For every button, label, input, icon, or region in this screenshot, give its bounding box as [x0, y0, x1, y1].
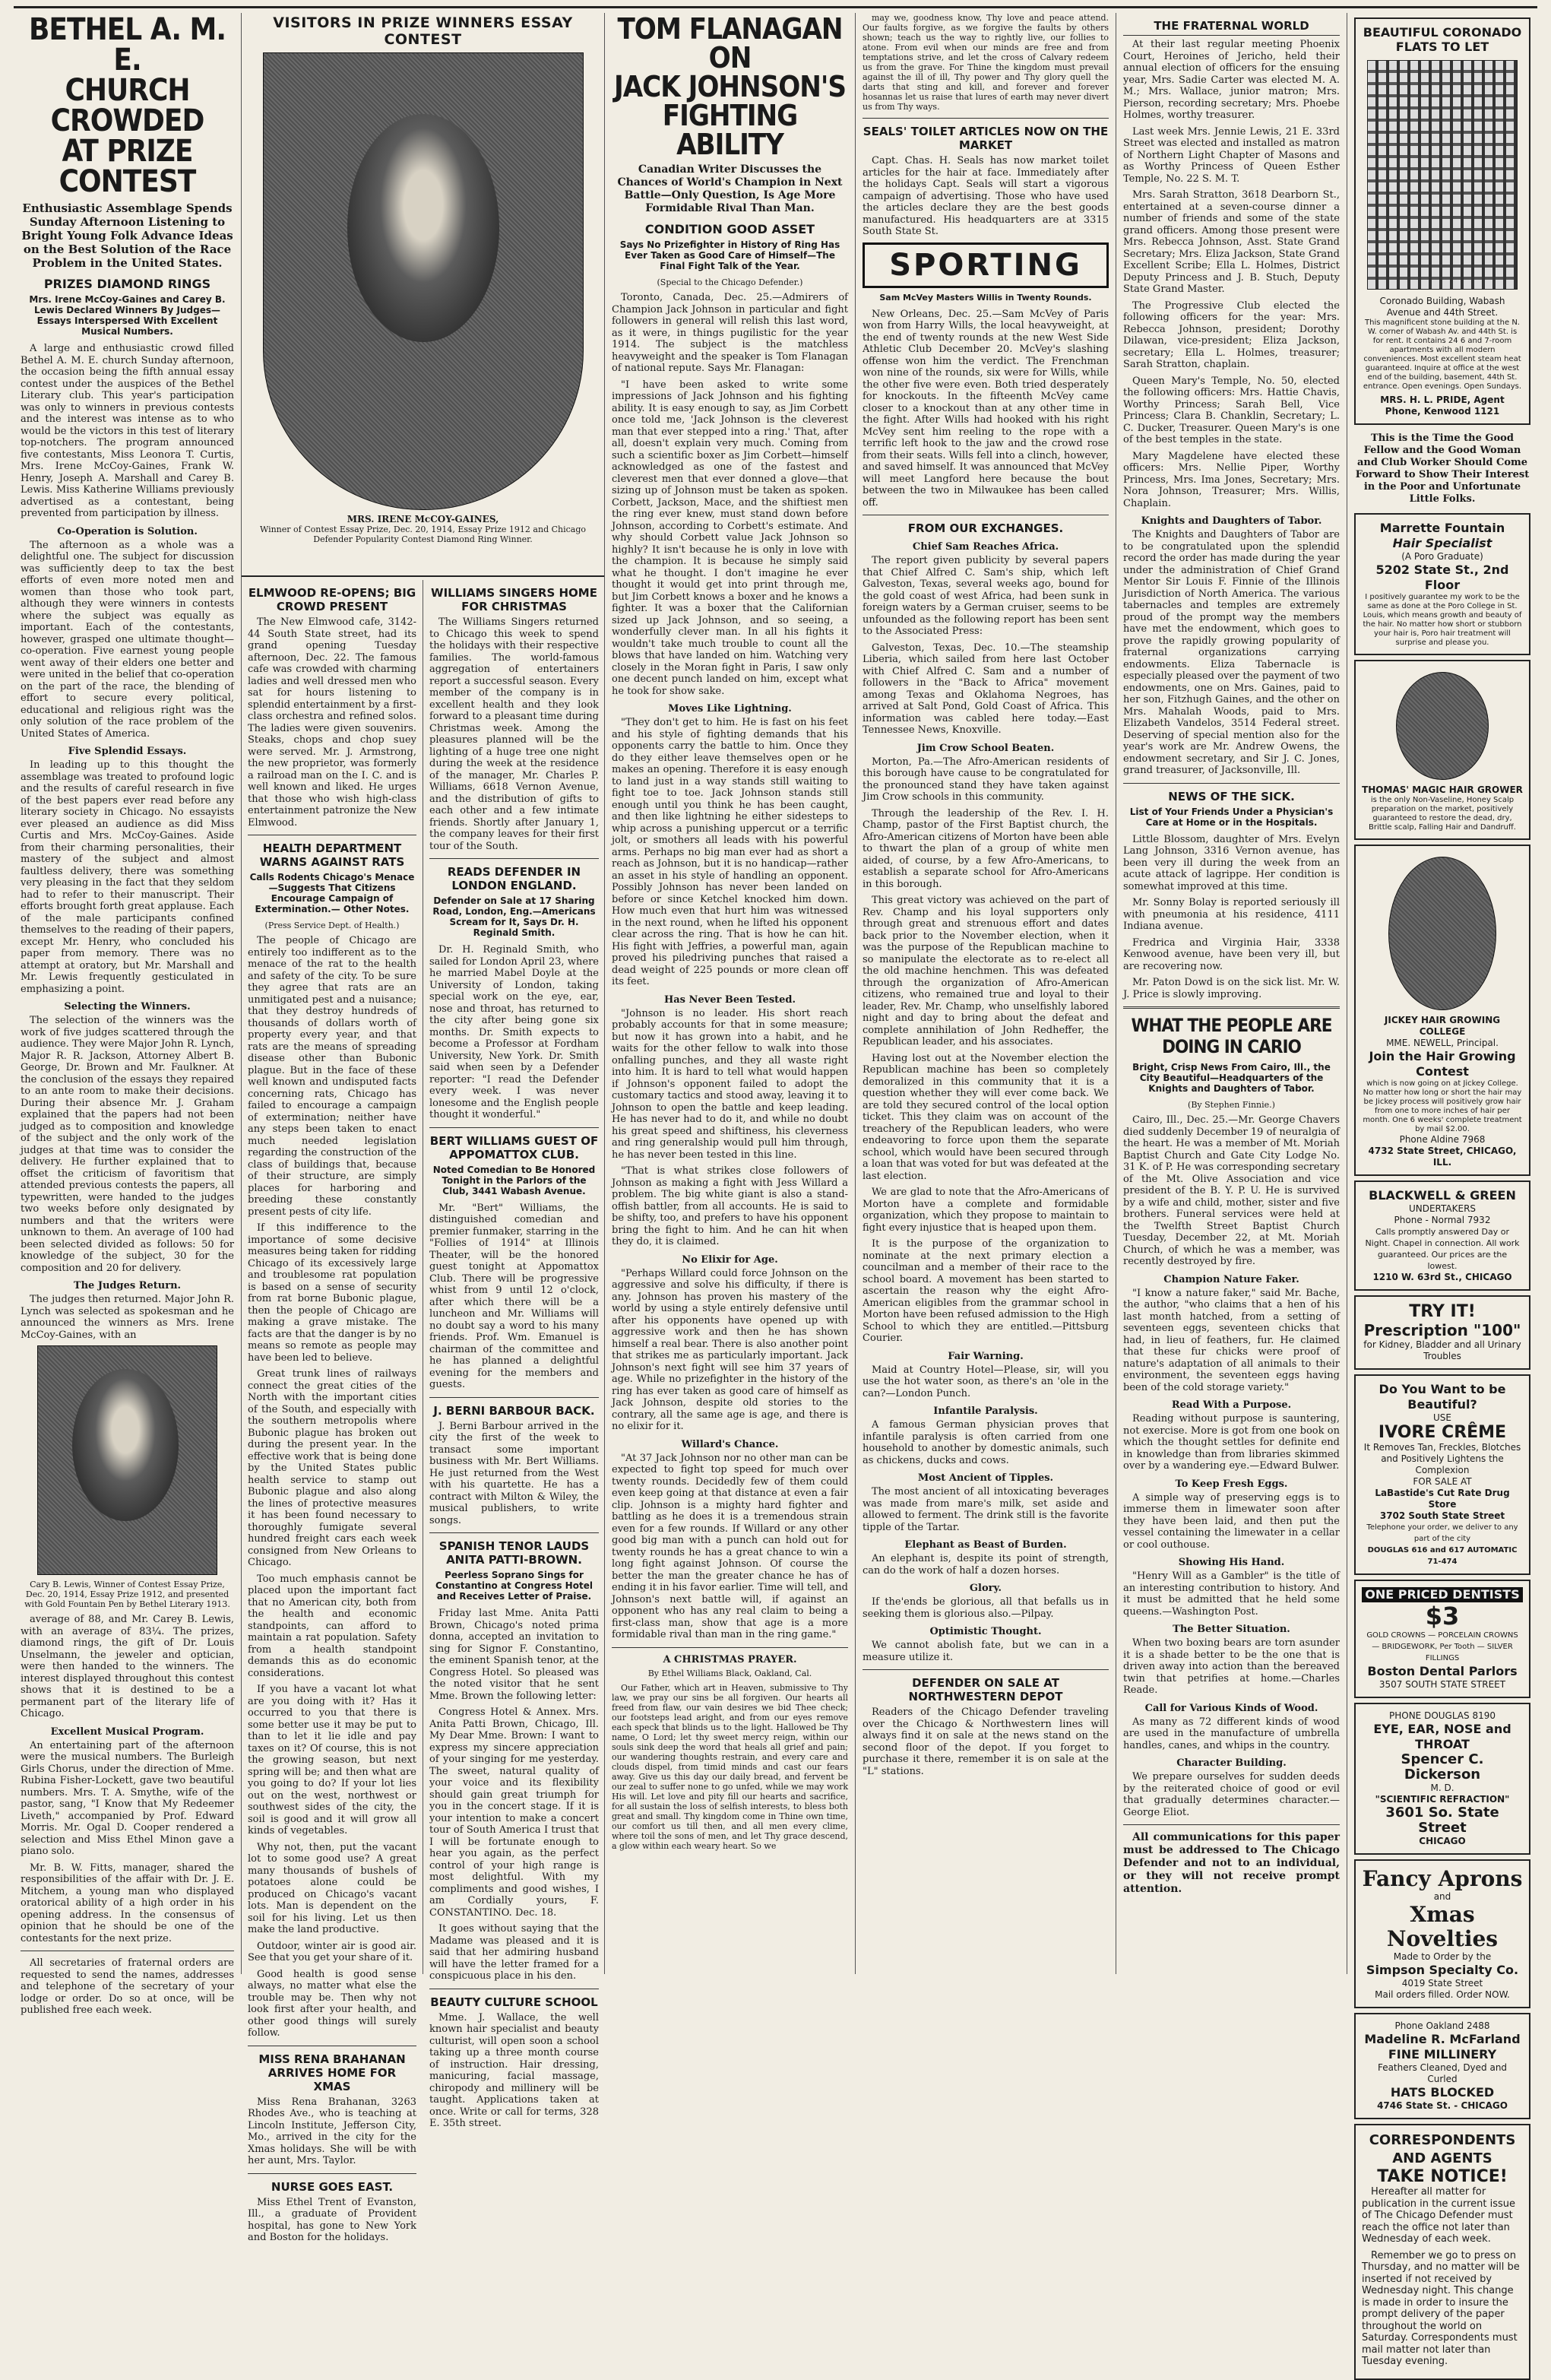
ad-title: Fancy Aprons — [1362, 1866, 1523, 1891]
section-heading: Willard's Chance. — [681, 1438, 779, 1450]
paragraph: Mme. J. Wallace, the well known hair specialist and beauty culturist, will open soon a school taking up a three month course of instruction. Hair dressing, manicuring, facial massage, chiropody and millinery will be taught. Applications taken at once. Write or call for terms, 328 E. 35th street. — [429, 2011, 599, 2129]
building-illustration — [1367, 60, 1517, 290]
ad-caption: Coronado Building, Wabash Avenue and 44th Street. — [1379, 296, 1505, 318]
ad-address: 1210 W. 63rd St., CHICAGO — [1372, 1272, 1512, 1282]
section-heading: No Elixir for Age. — [682, 1253, 778, 1266]
blackwell-green-ad — [1354, 1180, 1530, 1291]
ad-address: 3601 So. State Street — [1385, 1805, 1499, 1836]
paragraph: Fredrica and Virginia Hair, 3338 Kenwood avenue, have been very ill, but are recovering now. — [1123, 936, 1340, 972]
column-4 — [856, 13, 1116, 1974]
paragraph: Mrs. Sarah Stratton, 3618 Dearborn St., entertained at a seven-course dinner a number of friends and some of the state grand officers. Among those present were Mrs. Rebecca Johnson, Asst. State Grand Secretary; Mrs. Eliza Jackson, State Grand Excellent Scribe; Ella L. Holmes, District Deputy Princess and J. B. Stuch, Deputy State Grand Master. — [1123, 189, 1340, 295]
paragraph: The Knights and Daughters of Tabor are to be congratulated upon the splendid record the order has made during the year under the administration of Chief Grand Mentor Sir Louis F. Finnie of the Illinois Jurisdiction of North America. The various tabernacles and temples are extremely proud of the prompt way the members have met the endowment, which goes to prove the rapidly growing popularity of fraternal organizations carrying endowments. Eliza Tabernacle is especially pleased over the payment of two endowments, one on Mrs. Gaines, paid to her son, Fitzhugh Gaines, and the other on Mrs. Mahalah Woods, paid to Mrs. Elizabeth Vandelos, 3514 Federal street. Deserving of special mention also for the year's work are Mr. Andrew Owens, the endowment secretary, and Sir J. C. Jones, grand treasurer, of Jacksonville, Ill. — [1123, 529, 1340, 776]
health-headline: HEALTH DEPARTMENT WARNS AGAINST RATS — [259, 841, 405, 869]
photo-banner — [242, 14, 604, 577]
nurse-headline: NURSE GOES EAST. — [271, 2179, 394, 2194]
paragraph: The afternoon as a whole was a delightful one. The subject for discussion was sufficiently deep to tax the best efforts of even more noted men and women than those who took part, although they were winners in contests where the subject was equally as important. Each of the contestants, however, grasped one ultimate thought—co-operation. Five earnest young people went away of their elders one better and were united in the belief that co-operation on the part of the race, the blending of effort to secure every political, educational and religious right was the only solution of the race problem of the United States of America. — [21, 539, 234, 740]
column-6-ads — [1347, 13, 1537, 2367]
paragraph: The most ancient of all intoxicating beverages was made from mare's milk, set aside and allowed to ferment. The drink still is the favorite tipple of the Tartar. — [863, 1486, 1109, 1533]
divider — [429, 858, 599, 859]
headline-line: CHURCH CROWDED — [50, 73, 204, 138]
letter: Congress Hotel & Annex. Mrs. Anita Patti Brown, Chicago, Ill. My Dear Mme. Brown: I want to express my sincere appreciation of your singing for me yesterday. The sweet, natural quality of your voice and its flexibility should gain great triumph for you in the concert stage. If it is your intention to make a concert tour of South America I trust that I will be fortunate enough to hear you again, as the perfect control of your high range is most delightful. With my compliments and good wishes, I am Cordially yours, F. CONSTANTINO. Dec. 18. — [429, 1707, 599, 1919]
paragraph: If this indifference to the importance of some decisive measures being taken for ridding Chicago of its excessively large and troublesome rat population is based on a sense of security from rat borne Bubonic plague, then the people of Chicago are making a grave mistake. The facts are that the danger is by no means so remote as people may have been led to believe. — [248, 1222, 416, 1364]
section-heading: Co-Operation is Solution. — [57, 525, 198, 537]
ad-title: FINE MILLINERY — [1388, 2047, 1497, 2062]
paragraph: If you have a vacant lot what are you doing with it? Has it occurred to you that there is some better use it may be put to than to let it lie idle and pay taxes on it? Of course, this is not the growing season, but next spring will be; and then what are you going to do? If your lot lies out on the west, northwest or southwest sides of the city, the soil is good and it will grow all kinds of vegetables. — [248, 1684, 416, 1836]
health-deck: Calls Rodents Chicago's Menace—Suggests That Citizens Encourage Campaign of Extermination.— Other Notes. — [249, 872, 415, 914]
ad-title: EYE, EAR, NOSE and THROAT — [1373, 1722, 1511, 1751]
photo-caption — [248, 515, 598, 544]
paragraph: Dr. H. Reginald Smith, who sailed for London April 23, where he married Mabel Doyle at the University of London, taking special work on the eye, ear, nose and throat, has returned to the city after being gone six months. Dr. Smith expects to become a Professor at Fordham University, New York. Dr. Smith said when seen by a Defender reporter: "I read the Defender every week. I was never lonesome and the English people thought it wonderful." — [429, 944, 599, 1120]
credit: (Special to the Chicago Defender.) — [657, 277, 803, 287]
paragraph: Mr. "Bert" Williams, the distinguished comedian and premier funmaker, starring in the "Follies of 1914" at Illinois Theater, will be the honored guest tonight at Appomattox Club. There will be progressive whist from 9 until 12 o'clock, after which there will be a luncheon and Mr. Williams will no doubt say a word to his many friends. Prof. Wm. Emanuel is chairman of the committee and he has planned a delightful evening for the members and guests. — [429, 1202, 599, 1390]
paragraph: If the'ends be glorious, all that befalls us in seeking them is glorious also.—Pilpay. — [863, 1596, 1109, 1620]
divider — [1123, 783, 1340, 784]
portrait-photo — [1388, 857, 1496, 1010]
paragraph: Galveston, Texas, Dec. 10.—The steamship Liberia, which sailed from here last October with Chief Alfred C. Sam and a number of followers in the "Back to Africa" movement among Texas and Oklahoma Negroes, has arrived at Salt Pond, Gold Coast of Africa. This information was cabled here today.—East Tennessee News, Knoxville. — [863, 642, 1109, 736]
section-heading: Glory. — [969, 1583, 1002, 1594]
paragraph: "I know a nature faker," said Mr. Bache, the author, "who claims that a hen of his last month hatched, from a setting of seventeen eggs, seventeen chicks that had, in lieu of feathers, fur. He claimed that these fur chicks were proof of nature's adaptation of all animals to their environment, the seventeen eggs having been of the cold storage variety." — [1123, 1287, 1340, 1393]
ad-address: 3507 SOUTH STATE STREET — [1378, 1679, 1506, 1690]
ad-phone: Phone Aldine 7968 — [1399, 1134, 1486, 1145]
headline-line: TOM FLANAGAN ON — [617, 12, 843, 74]
flanagan-deck: Canadian Writer Discusses the Chances of World's Champion in Next Battle—Only Question, Is Age More Formidable Rival Than Man. — [617, 163, 843, 214]
portrait-photo — [1396, 672, 1489, 780]
section-heading: Showing His Hand. — [1178, 1557, 1285, 1568]
paragraph: At their last regular meeting Phoenix Court, Heroines of Jericho, held their annual election of officers for the ensuing year, Mrs. Sadie Carter was elected M. A. M.; Mrs. Wallace, junior matron; Mrs. Pierson, recording secretary; Mrs. Phoebe Holmes, worthy treasurer. — [1123, 39, 1340, 121]
ad-sub: UNDERTAKERS — [1408, 1203, 1477, 1214]
bert-williams-deck: Noted Comedian to Be Honored Tonight in the Parlors of the Club, 3441 Wabash Avenue. — [432, 1164, 596, 1196]
irene-gaines-photo — [263, 52, 584, 510]
ad-sub: (A Poro Graduate) — [1401, 551, 1483, 562]
marrette-ad — [1354, 513, 1530, 655]
fancy-aprons-ad — [1354, 1859, 1530, 2008]
paragraph: "They don't get to him. He is fast on his feet and his style of fighting demands that his opponents carry the battle to him. Once they do they either leave themselves open or he makes an opening. Therefore it is easy enough to land just in a way stands still waiting to fight toe to toe. Jack Johnson stands still enough until you think he has been caught, and then like lightning he either sidesteps to whip across a punishing uppercut or a terrific jolt, or smothers all leads with his powerful arms. Perhaps no big man ever had as short a reach as Johnson, but it is no handicap—rather an asset in his style of handling an opponent. Possibly Johnson has never been landed on before or since Ketchel knocked him down. How much even that hurt him was witnessed in the next round, when he lifted his opponent clear across the ring. That is how he can hit. His fight with Jeffries, a powerful man, again proved his piledriving punches that raised a dead weight of 225 pounds or more clean off its feet. — [612, 717, 848, 987]
mcvey-headline: Sam McVey Masters Willis in Twenty Rounds. — [879, 292, 1092, 303]
coronado-ad — [1354, 17, 1530, 425]
ad-title: THOMAS' MAGIC HAIR GROWER — [1362, 784, 1523, 795]
ad-headline: Do You Want to be Beautiful? — [1378, 1382, 1506, 1412]
ad-title: Hair Specialist — [1392, 536, 1492, 550]
section-heading: Has Never Been Tested. — [663, 994, 796, 1006]
ad-text: is the only Non-Vaseline, Honey Scalp preparation on the market, positively guaranteed to restore the dead, dry, Brittle scalp, Falling Hair and Dandruff. — [1369, 796, 1516, 832]
ad-text: "SCIENTIFIC REFRACTION" — [1375, 1794, 1510, 1805]
paragraph: "Perhaps Willard could force Johnson on the aggressive and solve his difficulty, if there is any. Johnson has proven his mastery of the world by using a style entirely defensive until after his opponents have opened up with aggressive work and then he has shown himself a real bear. There is also another point that strikes me as particularly important. Jack Johnson's next fight will see him 37 years of age. While no prizefighter in the history of the ring has ever taken as good care of himself as Jack Johnson, despite old stories to the contrary, all the same age is age, and there is no elixir for it. — [612, 1267, 848, 1432]
section-heading: Optimistic Thought. — [929, 1626, 1042, 1637]
ad-name: Spencer C. Dickerson — [1401, 1751, 1484, 1783]
paragraph: A famous German physician proves that infantile paralysis is often carried from one household to another by domestic animals, such as chickens, ducks and cows. — [863, 1419, 1109, 1466]
bethel-deck: Enthusiastic Assemblage Spends Sunday Afternoon Listening to Bright Young Folk Advance Ideas on the Best Solution of the Race Problem in the United States. — [21, 201, 233, 270]
barbour-headline: J. BERNI BARBOUR BACK. — [433, 1403, 595, 1418]
paragraph: Through the leadership of the Rev. I. H. Champ, pastor of the First Baptist church, the Afro-American citizens of Morton have been able to thwart the plan of a group of white men aided, of course, by a few Afro-Americans, to establish a separate school for Afro-Americans in this borough. — [863, 807, 1109, 890]
ad-title: IVORE CRÊME — [1378, 1423, 1507, 1442]
divider — [612, 1647, 848, 1648]
reads-defender-deck: Defender on Sale at 17 Sharing Road, London, Eng.—Americans Scream for It, Says Dr. H. Reginald Smith. — [432, 895, 596, 938]
ad-headline: Join the Hair Growing Contest — [1369, 1049, 1516, 1079]
ad-name: LaBastide's Cut Rate Drug Store — [1375, 1488, 1510, 1510]
paragraph: In leading up to this thought the assemblage was treated to profound logic and the results of careful research in five of the best papers ever read before any literary society in Chicago. No essayists ever pleased an audience as did Miss Curtis and Mrs. McCoy-Gaines. Aside from their charming personalities, their mastery of the subject and almost faultless delivery, there was something very pleasing in the fact that they seldom had to refer to their manuscript. Their efforts brought forth great applause. Each of the male participants confined themselves to the reading of their papers, except Mr. Henry, who concluded his paper from memory. There was no attempt at oratory, but Mr. Marshall and Mr. Lewis frequently gesticulated in emphasizing a point. — [21, 759, 234, 995]
banner-title: VISITORS IN PRIZE WINNERS ESSAY CONTEST — [273, 14, 573, 48]
ad-text: USE — [1433, 1412, 1451, 1423]
section-heading: The Judges Return. — [73, 1280, 182, 1291]
ad-phone: Phone Oakland 2488 — [1394, 2020, 1490, 2031]
northwestern-headline: DEFENDER ON SALE AT NORTHWESTERN DEPOT — [908, 1676, 1063, 1703]
ad-headline: TRY IT! — [1409, 1302, 1476, 1321]
paragraph: Miss Rena Brahanan, 3263 Rhodes Ave., who is teaching at Lincoln Institute, Jefferson City, Mo., arrived in the city for the Xmas holidays. She will be with her aunt, Mrs. Taylor. — [248, 2096, 416, 2166]
byline: (By Stephen Finnie.) — [1188, 1100, 1275, 1110]
ad-text: Made to Order by the — [1393, 1951, 1492, 1962]
headline-line: BETHEL A. M. E. — [29, 12, 226, 78]
bert-williams-headline: BERT WILLIAMS GUEST OF APPOMATTOX CLUB. — [429, 1133, 599, 1161]
paragraph: average of 88, and Mr. Carey B. Lewis, with an average of 83¼. The prizes, diamond rings, the gift of Dr. Louis Unselmann, the jeweler and optician, were then handed to the winners. The interest displayed throughout this contest shows that it is destined to be a permanent part of the literary life of Chicago. — [21, 1614, 234, 1719]
prescription-ad — [1354, 1295, 1530, 1370]
column-2-left — [242, 580, 423, 2243]
paragraph: Miss Ethel Trent of Evanston, Ill., a graduate of Provident hospital, has gone to New York and Boston for the holidays. — [248, 2196, 416, 2243]
notice-title: CORRESPONDENTS — [1369, 2132, 1516, 2148]
paragraph: We prepare ourselves for sudden deeds by the reiterated choice of good or evil that gradually determines character.—George Eliot. — [1123, 1771, 1340, 1818]
bethel-deck-2: Mrs. Irene McCoy-Gaines and Carey B. Lewis Declared Winners By Judges—Essays Interspersed With Excellent Musical Numbers. — [29, 294, 226, 337]
ad-phone: Phone, Kenwood 1121 — [1385, 406, 1500, 417]
paragraph: The report given publicity by several papers that Chief Alfred C. Sam's ship, which left Galveston, Texas, several weeks ago, bound for the gold coast of west Africa, had been sunk in foreign waters by a German cruiser, seems to be unfounded as the following report has been sent to the Associated Press: — [863, 555, 1109, 637]
good-fellow-notice: This is the Time the Good Fellow and the Good Woman and Club Worker Should Come Forward to Show Their Interest in the Poor and Unfortunate Little Folks. — [1355, 433, 1530, 505]
ad-text: GOLD CROWNS — PORCELAIN CROWNS — BRIDGEWORK, Per Tooth — SILVER FILLINGS — [1366, 1631, 1518, 1662]
reads-defender-headline: READS DEFENDER IN LONDON ENGLAND. — [447, 865, 581, 892]
ad-text: I positively guarantee my work to be the same as done at the Poro College in St. Louis, which means growth and beauty of the hair. No matter how short or stubborn your hair is, Poro hair treatment will surprise and please you. — [1363, 593, 1522, 647]
fraternal-headline: THE FRATERNAL WORLD — [1123, 19, 1340, 36]
paragraph: When two boxing bears are torn asunder it is a shade better to be the one that is driven away into action than the bereaved twin that petrifies at home.—Charles Reade. — [1123, 1637, 1340, 1696]
ad-text: It Removes Tan, Freckles, Blotches and Positively Lightens the Complexion — [1363, 1442, 1521, 1475]
paragraph: Our Father, which art in Heaven, submissive to Thy law, we pray our sins be all forgiven. Our hearts all freed from flaw, our vain desires we bid Thee check; our footsteps lead aright, and from our eyes remove each speck that blinds us to the light. Hallowed be Thy name, O Lord; let thy sweet mercy reign, within our souls sink deep the word that heals all grief and pain; our wandering thoughts restrain, and every care and clouds dispel, from timid minds and cast our fears away. Give us this day our daily bread, and fervent be our zeal to suffer none to go unfed, while we may work His will. Let love and pity fill our hearts and sacrifice, for all sustain the loss of selfish interests, to bless both great and small. Thy kingdom come in Thine own time, our comfort us till then, and all men every clime, where toil the sons of men, and let Thy grace descend, a glow within each weary heart. So we — [612, 1682, 848, 1851]
section-heading: Moves Like Lightning. — [668, 703, 792, 715]
column-1 — [14, 12, 242, 2016]
paragraph: Mary Magdelene have elected these officers: Mrs. Nellie Piper, Worthy Princess, Mrs. Ima Jones, Secretary; Mrs. Nora Johnson, Treasurer; Mrs. Willis, Chaplain. — [1123, 450, 1340, 509]
paragraph: The judges then returned. Major John R. Lynch was selected as spokesman and he announced the winners as Mrs. Irene McCoy-Gaines, with an — [21, 1294, 234, 1341]
correspondents-notice — [1354, 2124, 1530, 2380]
mcfarland-ad — [1354, 2013, 1530, 2119]
paragraph: Reading without purpose is sauntering, not exercise. More is got from one book on which the thought settles for definite end in knowledge than from libraries skimmed over by a wandering eye.—Edward Bulwer. — [1123, 1413, 1340, 1472]
ad-price: $3 — [1425, 1602, 1460, 1631]
divider — [863, 118, 1109, 119]
ad-text: Telephone your order, we deliver to any part of the city — [1366, 1523, 1518, 1543]
rena-headline: MISS RENA BRAHANAN ARRIVES HOME FOR XMAS — [258, 2052, 406, 2093]
cairo-headline: WHAT THE PEOPLE ARE DOING IN CARIO — [1131, 1015, 1332, 1057]
ad-address: 5202 State St., 2nd Floor — [1375, 563, 1509, 592]
column-3 — [605, 13, 856, 1974]
paragraph: "Henry Will as a Gambler" is the title of an interesting contribution to history. And it must be admitted that he held some queens.—Washington Post. — [1123, 1570, 1340, 1618]
paragraph: Why not, then, put the vacant lot to some good use? A great many thousands of bushels of potatoes alone could be produced on Chicago's vacant lots. Man is dependent on the soil for his living. Let us then make the land productive. — [248, 1841, 416, 1935]
divider — [429, 1532, 599, 1533]
section-heading: Infantile Paralysis. — [933, 1405, 1038, 1417]
paragraph: Morton, Pa.—The Afro-American residents of this borough have cause to be congratulated for the pronounced stand they have taken against Jim Crow schools in this community. — [863, 756, 1109, 803]
caption-name: MRS. IRENE McCOY-GAINES, — [347, 514, 499, 524]
jickey-ad — [1354, 845, 1530, 1176]
section-heading: Character Building. — [1176, 1757, 1287, 1769]
sporting-heading: SPORTING — [863, 242, 1109, 288]
ad-address: 3702 South State Street — [1379, 1510, 1505, 1521]
paragraph: An entertaining part of the afternoon were the musical numbers. The Burleigh Girls Chorus, under the direction of Mme. Rubina Fisher-Lockett, gave two beautiful numbers. Mrs. T. A. Smythe, wife of the pastor, sang, "I Know that My Redeemer Liveth," accompanied by Prof. Edward Morris. Mr. Ogal D. Cooper rendered a selection and Miss Ethel Minon gave a piano solo. — [21, 1739, 234, 1857]
paragraph: As many as 72 different kinds of wood are used in the manufacture of umbrella handles, canes, and whips in the country. — [1123, 1716, 1340, 1751]
ad-address: 4732 State Street, CHICAGO, ILL. — [1368, 1146, 1517, 1168]
section-heading: Chief Sam Reaches Africa. — [912, 541, 1059, 553]
paragraph: Friday last Mme. Anita Patti Brown, Chicago's noted prima donna, accepted an invitation to sing for Signor F. Constantino, the eminent Spanish tenor, at the Congress Hotel. So pleased was the noted visitor that he sent Mme. Brown the following letter: — [429, 1608, 599, 1702]
ad-title: Xmas Novelties — [1386, 1902, 1499, 1951]
ad-title: ONE PRICED DENTISTS — [1362, 1587, 1523, 1602]
ad-text: FOR SALE AT — [1413, 1476, 1472, 1487]
carey-lewis-photo — [37, 1345, 217, 1575]
dentists-ad — [1354, 1580, 1530, 1698]
bethel-subhead: PRIZES DIAMOND RINGS — [43, 277, 211, 291]
cairo-deck: Bright, Crisp News From Cairo, Ill., the City Beautiful—Headquarters of the Knights and Daughters of Tabor. — [1132, 1062, 1331, 1094]
headline-line: FIGHTING ABILITY — [662, 99, 798, 161]
exchanges-headline: FROM OUR EXCHANGES. — [907, 521, 1064, 535]
paragraph: The New Elmwood cafe, 3142-44 South State street, had its grand opening Tuesday afternoon, Dec. 22. The famous cafe was crowded with charming ladies and well dressed men who sat for hours listening to splendid entertainment by a first-class orchestra and refined solos. The ladies were given souvenirs. Steaks, chops and chop suey were served. Mr. J. Armstrong, the new proprietor, was formerly a railroad man on the I. C. and is well known and liked. He urges that those who wish high-class entertainment patronize the New Elmwood. — [248, 616, 416, 829]
ad-phone: PHONE DOUGLAS 8190 — [1389, 1710, 1496, 1721]
beauty-school-headline: BEAUTY CULTURE SCHOOL — [430, 1995, 598, 2009]
divider — [429, 1397, 599, 1398]
ad-text: M. D. — [1430, 1783, 1454, 1793]
ad-text: This magnificent stone building at the N. W. corner of Wabash Av. and 44th St. is for rent. It contains 24 6 and 7-room apartments with all modern conveniences. Most excellent steam heat guaranteed. Inquire at office at the west end of the building, basement, 44th St. entrance. Open evenings. Open Sundays. — [1363, 318, 1522, 391]
section-heading: Fair Warning. — [948, 1350, 1024, 1362]
paragraph: Too much emphasis cannot be placed upon the important fact that no American city, both from the health and economic standpoints, can afford to maintain a rat population. Safety from a health standpoint demands this as do economic considerations. — [248, 1573, 416, 1679]
ad-name: BLACKWELL & GREEN — [1369, 1188, 1516, 1203]
paragraph: The selection of the winners was the work of five judges scattered through the audience. They were Major John R. Lynch, Major R. R. Jackson, Attorney Albert B. George, Dr. Brown and Mr. Faulkner. At the conclusion of the essays they repaired to an ante room to make their decisions. During their absence Mr. J. Graham explained that the papers had not been judged as to composition and knowledge of the subject and the only work of the judges at that time was to consider the delivery. He further explained that to offset the criticism of favoritism that attended previous contests the papers, all typewritten, were handed to the judges two weeks before only designated by numbers and that the writers were unknown to them. An average of 100 had been selected divided as follows: 50 for knowledge of the subject, 30 for the composition and 20 for delivery. — [21, 1015, 234, 1274]
paragraph: Queen Mary's Temple, No. 50, elected the following officers: Mrs. Hattie Chavis, Worthy Princess; Sarah Bell, Vice Princess; Clara B. Chanklin, Secretary; L. C. Ducker, Treasurer. Queen Mary's is one of the best temples in the state. — [1123, 375, 1340, 445]
thomas-ad — [1354, 660, 1530, 840]
spanish-tenor-headline: SPANISH TENOR LAUDS ANITA PATTI-BROWN. — [438, 1539, 590, 1567]
ad-text: Feathers Cleaned, Dyed and Curled — [1377, 2062, 1508, 2084]
photo-caption: Cary B. Lewis, Winner of Contest Essay Prize, Dec. 20, 1914, Essay Prize 1912, and presented with Gold Fountain Pen by Bethel Literary 1913. — [24, 1580, 230, 1609]
paragraph: The Williams Singers returned to Chicago this week to spend the holidays with their respective families. The world-famous aggregation of entertainers report a successful season. Every member of the company is in excellent health and they look forward to a pleasant time during Christmas week. Among the pleasures planned will be the lighting of a huge tree one night during the week at the residence of the manager, Mr. Charles P. Williams, 6618 Vernon Avenue, and the distribution of gifts to each other and a few intimate friends. Shortly after January 1, the company leaves for their first tour of the South. — [429, 616, 599, 852]
paragraph: Mr. Sonny Bolay is reported seriously ill with pneumonia at his residence, 4111 Indiana avenue. — [1123, 897, 1340, 932]
paragraph: Hereafter all matter for publication in the current issue of The Chicago Defender must reach the office not later than Wednesday of each week. — [1362, 2186, 1515, 2245]
ad-text: which is now going on at Jickey College. No matter how long or short the hair may be Jickey process will positively grow hair from one to more inches of hair per month. One 6 weeks' complete treatment by mail $2.00. — [1363, 1079, 1522, 1133]
ad-phone: DOUGLAS 616 and 617 AUTOMATIC 71-474 — [1367, 1546, 1518, 1566]
portrait-shape — [347, 114, 499, 342]
ad-text: Mail orders filled. Order NOW. — [1375, 1989, 1510, 2000]
ad-sub: MME. NEWELL, Principal. — [1386, 1038, 1499, 1048]
xmas-prayer-heading: A CHRISTMAS PRAYER. — [663, 1653, 797, 1665]
ad-text: for Kidney, Bladder and all Urinary Troubles — [1363, 1339, 1521, 1361]
section-heading: To Keep Fresh Eggs. — [1175, 1478, 1288, 1490]
communications-notice: All communications for this paper must be addressed to The Chicago Defender and not to an individual, or they will not receive prompt attention. — [1123, 1831, 1340, 1895]
paragraph: Cairo, Ill., Dec. 25.—Mr. George Chavers died suddenly December 19 of neuralgia of the heart. He was a member of Mt. Moriah Baptist Church and Gate City Lodge No. 31 K. of P. He was corresponding secretary of the Mt. Olive Association and vice president of the B. Y. P. U. He is survived by a wife and child, mother, sister and five brothers. Funeral services were held at the Twelfth Street Baptist Church Tuesday, December 22, at Mt. Moriah Church, of which he was a member, was recently destroyed by fire. — [1123, 1114, 1340, 1267]
section-heading: Selecting the Winners. — [64, 1001, 191, 1013]
divider — [1123, 1006, 1340, 1009]
ivore-creme-ad — [1354, 1374, 1530, 1575]
ad-title: Prescription "100" — [1363, 1321, 1521, 1339]
paragraph: It goes without saying that the Madame was pleased and it is said that her admiring husband will have the letter framed for a conspicuous place in his den. — [429, 1923, 599, 1982]
paragraph: Great trunk lines of railways connect the great cities of the North with the important cities of the South, and especially with the southern metropolis where Bubonic plague has broken out during the present year. In the effective work that is being done by the United States public health service to stamp out Bubonic plague and also along the lines of protective measures it has been found necessary to thoroughly fumigate several hundred freight cars each week consigned from New Orleans to Chicago. — [248, 1368, 416, 1568]
ad-name: Simpson Specialty Co. — [1366, 1963, 1519, 1977]
paragraph: We are glad to note that the Afro-Americans of Morton have a complete and formidable organization, which they propose to maintain to fight every injustice that is heaped upon them. — [863, 1187, 1109, 1234]
section-heading: Excellent Musical Program. — [50, 1726, 204, 1738]
column-5 — [1116, 13, 1347, 1974]
ad-text: Calls promptly answered Day or Night. Chapel in connection. All work guaranteed. Our prices are the lowest. — [1365, 1227, 1520, 1271]
section-heading: Read With a Purpose. — [1171, 1399, 1292, 1411]
flanagan-headline — [612, 14, 848, 159]
flanagan-subhead: CONDITION GOOD ASSET — [644, 222, 815, 236]
section-heading: Jim Crow School Beaten. — [916, 742, 1055, 754]
ad-title: JICKEY HAIR GROWING COLLEGE — [1384, 1015, 1501, 1037]
paragraph: Having lost out at the November election the Republican machine has been so completely demoralized in this community that it is a question whether they will ever come back. We are told they secured control of the local option ticket. This they claim was on account of the treachery of the Republican leaders, who were endeavoring to force upon them the separate school, which would have been secured through a loan that was voted for but was defeated at the last election. — [863, 1052, 1109, 1182]
ad-title: BEAUTIFUL CORONADO FLATS TO LET — [1363, 25, 1522, 54]
paragraph: It is the purpose of the organization to nominate at the next primary election a councilman and a member of their race to the school board. A movement has been started to ascertain the reason why the eight Afro-American eligibles from the grammar school in Morton have been refused admission to the High School to which they are entitled.—Pittsburg Courier. — [863, 1238, 1109, 1344]
newspaper-page — [14, 6, 1537, 2367]
paragraph: Maid at Country Hotel—Please, sir, will you use the hot water soon, as there's an 'ole in the can?—London Punch. — [863, 1364, 1109, 1399]
bethel-headline — [21, 14, 234, 197]
paragraph: "I have been asked to write some impressions of Jack Johnson and his fighting ability. It is easy enough to say, as Jim Corbett once told me, 'Jack Johnson is the cleverest man that ever stepped into a ring.' That, after all, doesn't explain very much. Coming from such a scientific boxer as Jim Corbett—himself acknowledged as one of the fastest and cleverest men that ever donned a glove—that sizing up of Johnson must be taken as spoken. Corbett, Jackson, Mace, and the shiftiest men the ring ever knew, must stand down before Johnson, according to Corbett's estimate. And why should Corbett value Jack Johnson so highly? It isn't because he is only in love with the champion. It is because he simply said what he thought. I don't imagine he ever thought it would get into print through me, but Jim Corbett knows a boxer and he knows a fighter. It was a boxer that the Californian sized up Jack Johnson, and so seeing, a wonderfully clever man. In all his fights it wouldn't take much trouble to count all the blows that have landed on him. Watching very closely in the Moran fight in Paris, I saw only one decent punch landed on him, except what he took for show sake. — [612, 379, 848, 697]
dickerson-ad — [1354, 1703, 1530, 1855]
section-heading: Call for Various Kinds of Wood. — [1144, 1702, 1318, 1714]
seals-headline: SEALS' TOILET ARTICLES NOW ON THE MARKET — [863, 125, 1109, 152]
ad-agent: MRS. H. L. PRIDE, Agent — [1380, 395, 1505, 405]
paragraph: Last week Mrs. Jennie Lewis, 21 E. 33rd Street was elected and installed as matron of Northern Light Chapter of Masons and as Worthy Princess of Queen Esther Temple, No. 22 S. M. T. — [1123, 125, 1340, 185]
paragraph: "At 37 Jack Johnson nor no other man can be expected to fight top speed for much over twenty rounds. Decidedly few of them could even keep going at that distance at even a fair clip. Johnson is a mighty hard fighter and battling as he does it is a tremendous strain even for a few rounds. If Willard or any other good big man with a punch can hold out for twenty rounds he has a great chance to win a long fight against Johnson. Of course the better the man the greater chance he has of ending it in his favor earlier. Time will tell, and Johnson's next battle will, if against an opponent who has any real claim to being a first-class man, show that age is a more formidable rival than man in the ring game." — [612, 1452, 848, 1640]
ad-text: HATS BLOCKED — [1390, 2085, 1495, 2100]
ad-city: CHICAGO — [1419, 1836, 1466, 1846]
paragraph: "Johnson is no leader. His short reach probably accounts for that in some measure; but now it has grown into a habit, and he waits for the other fellow to walk into those onfalling punches, and they all waste right into him. It is hard to tell what would happen if Johnson's opponent failed to adopt the customary tactics and stood away, leaving it to Johnson to open the battle and keep leading. He has never had to do it, and while no doubt his great speed and shiftiness, his cleverness and ring generalship would pull him through, he has never been tested in this line. — [612, 1007, 848, 1161]
ad-name: Madeline R. McFarland — [1364, 2032, 1521, 2046]
ad-name: Boston Dental Parlors — [1367, 1664, 1518, 1678]
caption-text: Winner of Contest Essay Prize, Dec. 20, 1914, Essay Prize 1912 and Chicago Defender Popularity Contest Diamond Ring Winner. — [259, 524, 587, 544]
section-heading: Champion Nature Faker. — [1163, 1273, 1299, 1285]
paragraph: Readers of the Chicago Defender traveling over the Chicago & Northwestern lines will always find it on sale at the news stand on the second floor of the depot. If you forget to purchase it there, remember it is on sale at the "L" stations. — [863, 1707, 1109, 1777]
paragraph: An elephant is, despite its point of strength, can do the work of half a dozen horses. — [863, 1553, 1109, 1577]
paragraph: The people of Chicago are entirely too indifferent as to the menace of the rat to the health and safety of the city. To be sure they agree that rats are an unmitigated pest and a nuisance; that they destroy hundreds of thousands of dollars worth of property every year, and that rats are the means of spreading disease other than Bubonic plague. But in the face of these well known and undisputed facts concerning rats, Chicago has failed to encourage a campaign of extermination; neither have any steps been taken to enact much needed legislation regarding the construction of the class of buildings that, because of their structure, are simply places for harboring and breeding these constantly present pests of city life. — [248, 935, 416, 1218]
byline: By Ethel Williams Black, Oakland, Cal. — [647, 1668, 812, 1678]
paragraph: may we, goodness know, Thy love and peace attend. Our faults forgive, as we forgive the faults by others shown; teach us the way to rightly live, our follies to atone. From evil when our minds are free and from temptations strive, and let the cross of Calvary redeem us from the grave. For Thine the kingdom must prevail against the ill of ill, Thy power and Thy glory quell the darts that sting and kill, and forever and forever hosannas let us raise that lures of earth may never divert us from Thy ways. — [863, 13, 1109, 112]
divider — [429, 1127, 599, 1128]
column-2 — [242, 13, 605, 2243]
sick-deck: List of Your Friends Under a Physician's Care at Home or in the Hospitals. — [1129, 806, 1334, 828]
paragraph: Mr. Paton Dowd is on the sick list. Mr. W. J. Price is slowly improving. — [1123, 977, 1340, 1000]
williams-singers-headline: WILLIAMS SINGERS HOME FOR CHRISTMAS — [431, 586, 597, 613]
ad-name: Marrette Fountain — [1379, 521, 1505, 535]
paragraph: Mr. B. W. Fitts, manager, shared the responsibilities of the affair with Dr. J. E. Mitchem, a young man who displayed oratorical ability of a high order in his opening address. In the consensus of opinion that he should be one of the contestants for the next prize. — [21, 1862, 234, 1944]
paragraph: Little Blossom, daughter of Mrs. Evelyn Lang Johnson, 3316 Vernon avenue, has been very ill during the week from an acute attack of lagrippe. Her condition is somewhat improved at this time. — [1123, 833, 1340, 892]
headline-line: AT PRIZE CONTEST — [59, 134, 196, 199]
ad-phone: Phone - Normal 7932 — [1394, 1215, 1491, 1225]
column-2-lower — [242, 580, 604, 2243]
paragraph: "That is what strikes close followers of Johnson as making a fight with Jess Willard a problem. The big white giant is also a stand-offish battler, from all accounts. He is said to be shifty, too, and prefers to have his opponent bring the fight to him. And he can hit when they do, it is claimed. — [612, 1165, 848, 1247]
paragraph: J. Berni Barbour arrived in the city the first of the week to transact some important business with Mr. Bert Williams. He just returned from the West with his quartette. He has a contract with Milton & Wiley, the musical publishers, to write songs. — [429, 1420, 599, 1526]
section-heading: Most Ancient of Tipples. — [917, 1472, 1054, 1484]
portrait-shape — [72, 1369, 179, 1521]
elmwood-headline: ELMWOOD RE-OPENS; BIG CROWD PRESENT — [248, 586, 416, 613]
column-2-right — [423, 580, 605, 2129]
paragraph: A simple way of preserving eggs is to immerse them in limewater soon after they have been laid, and then put the vessel containing the limewater in a cellar or cool outhouse. — [1123, 1491, 1340, 1551]
headline-line: JACK JOHNSON'S — [613, 70, 846, 103]
section-heading: Elephant as Beast of Burden. — [904, 1539, 1067, 1551]
paragraph: This great victory was achieved on the part of Rev. Champ and his loyal supporters only through great and strenuous effort and dates back prior to the November election, when it was the purpose of the Republican machine to so manipulate the electorate as to re-elect all the old machine henchmen. This was defeated through the organization of Afro-American citizens, who remained true and loyal to their leader, Rev. Mr. Champ, who unselfishly labored night and day to bring about the defeat and complete annihilation of John Redheffer, the Republican leader, and his associates. — [863, 895, 1109, 1047]
section-heading: Five Splendid Essays. — [68, 746, 187, 757]
paragraph: We cannot abolish fate, but we can in a measure utilize it. — [863, 1640, 1109, 1663]
flanagan-subdeck: Says No Prizefighter in History of Ring Has Ever Taken as Good Care of Himself—The Final Fight Talk of the Year. — [619, 239, 840, 271]
paragraph: Capt. Chas. H. Seals has now market toilet articles for the hair at face. Immediately after the holidays Capt. Seals will start a vigorous campaign of advertising. Those who have used the articles declare they are the best goods manufactured. His headquarters are at 3315 South State St. — [863, 155, 1109, 237]
notice-title: TAKE NOTICE! — [1377, 2167, 1508, 2186]
paragraph: A large and enthusiastic crowd filled Bethel A. M. E. church Sunday afternoon, the occasion being the fifth annual essay contest under the auspices of the Bethel Literary club. This year's participation was only to winners in previous contests and the interest was intense as to who would be the victors in this test of literary top-notchers. The program announced five contestants, Miss Leonora T. Curtis, Mrs. Irene McCoy-Gaines, Frank W. Henry, Joseph A. Marshall and Carey B. Lewis. Miss Katherine Williams previously advertised as a contestant, being prevented from participation by illness. — [21, 343, 234, 519]
notice-title: AND AGENTS — [1392, 2150, 1492, 2166]
spanish-tenor-deck: Peerless Soprano Sings for Constantino at Congress Hotel and Receives Letter of Praise. — [435, 1570, 593, 1602]
ad-address: 4746 State St. - CHICAGO — [1377, 2100, 1508, 2111]
paragraph: Remember we go to press on Thursday, and no matter will be inserted if not received by Wednesday night. This change is made in order to insure the prompt delivery of the paper throughout the world on Saturday. Correspondents must mail matter not later than Tuesday evening. — [1362, 2249, 1520, 2367]
divider — [1123, 1824, 1340, 1825]
paragraph: Toronto, Canada, Dec. 25.—Admirers of Champion Jack Johnson in particular and fight followers in general will relish this last word, as it were, in things pugilistic for the year 1914. The subject is the matchless heavyweight and the speaker is Tom Flanagan of national repute. Says Mr. Flanagan: — [612, 292, 848, 374]
paragraph: Good health is good sense always, no matter what else the trouble may be. Then why not look first after your health, and other good things will surely follow. — [248, 1968, 416, 2039]
ad-text: and — [1433, 1891, 1451, 1902]
paragraph: New Orleans, Dec. 25.—Sam McVey of Paris won from Harry Wills, the local heavyweight, at the end of twenty rounds at the new West Side Athletic Club December 20. McVey's slashing offense won him the verdict. The Frenchman won nine of the rounds, six were for Wills, while the other five were even. Both tried desperately for knockouts. In the fifteenth McVey came closer to a knockout than at any other time in the fight. After Wills had hooked with his right McVey sent him reeling to the rope with a terrific left hook to the jaw and the crowd rose from their seats. Wills fell into a clinch, however, and saved himself. It was announced that McVey will meet Langford here because the bout between the two in Milwaukee has been called off. — [863, 308, 1109, 509]
paragraph: All secretaries of fraternal orders are requested to send the names, addresses and telephone of the secretary of your lodge or order. Do so at once, will be published free each week. — [21, 1957, 234, 2016]
section-heading: Knights and Daughters of Tabor. — [1141, 515, 1322, 527]
divider — [863, 1669, 1109, 1670]
section-heading: The Better Situation. — [1173, 1624, 1290, 1635]
paragraph: The Progressive Club elected the following officers for the year: Mrs. Rebecca Johnson, president; Dorothy Dilawan, vice-president; Eliza Jackson, secretary; Ella L. Holmes, treasurer; Sarah Stratton, chaplain. — [1123, 299, 1340, 370]
paragraph: Outdoor, winter air is good air. See that you get your share of it. — [248, 1940, 416, 1963]
divider — [248, 2173, 416, 2174]
ad-address: 4019 State Street — [1401, 1978, 1483, 1989]
credit: (Press Service Dept. of Health.) — [264, 921, 400, 930]
sick-headline: NEWS OF THE SICK. — [1168, 789, 1295, 803]
